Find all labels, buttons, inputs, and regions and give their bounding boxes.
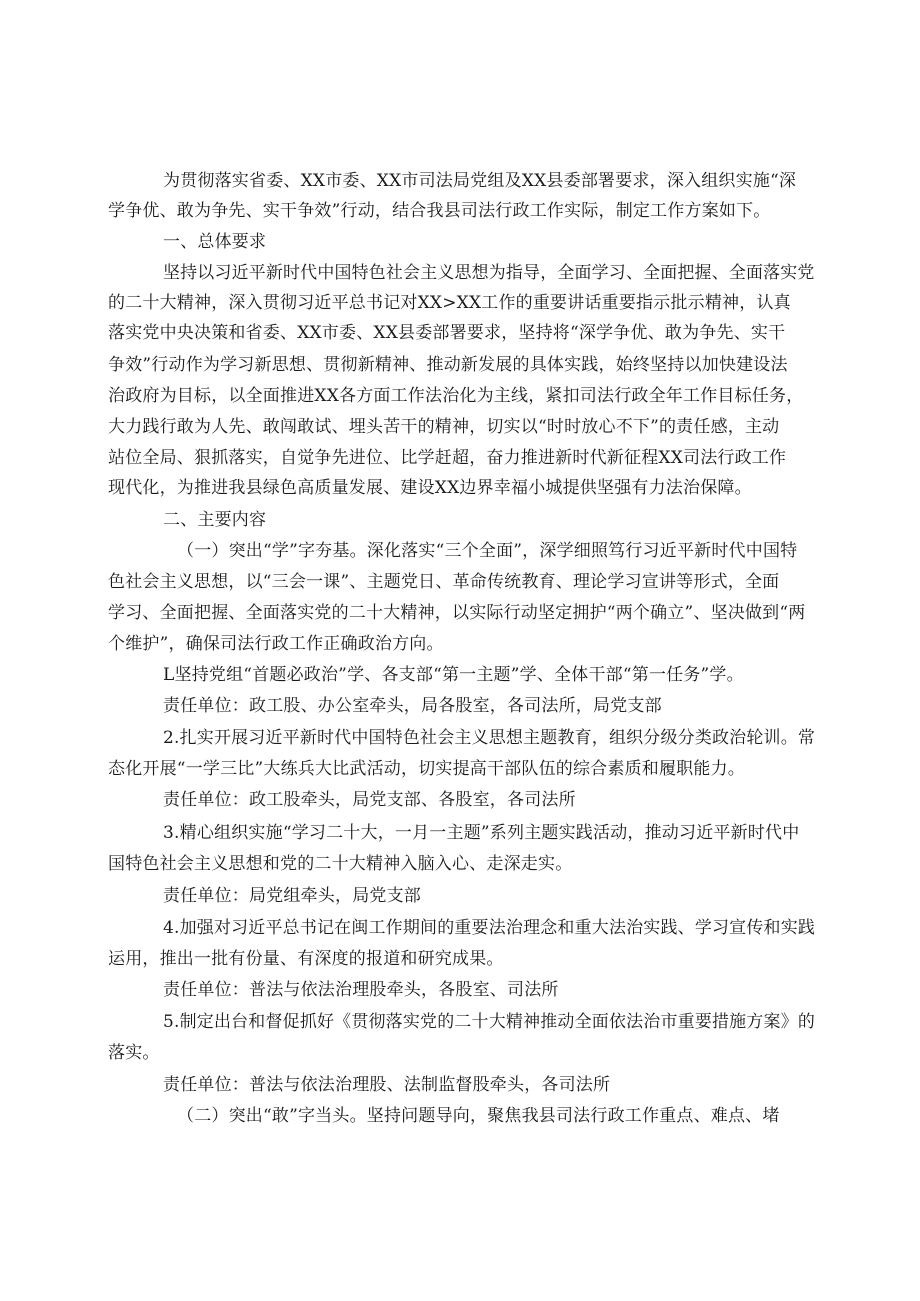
text-line-general-5: 治政府为目标，以全面推进XX各方面工作法治化为主线，紧扣司法行政全年工作目标任务，: [108, 386, 804, 406]
text-line-study-3: 学习、全面把握、全面落实党的二十大精神，以实际行动坚定拥护“两个确立”、坚决做到“两: [108, 603, 806, 623]
section-heading-general: 一、总体要求: [163, 232, 267, 252]
responsible-unit-1: 责任单位：政工股、办公室牵头，局各股室，各司法所，局党支部: [163, 696, 662, 716]
text-line-study-2: 色社会主义思想，以“三会一课”、主题党日、革命传统教育、理论学习宣讲等形式，全面: [108, 572, 780, 592]
list-item-4-line-2: 运用，推出一批有份量、有深度的报道和研究成果。: [108, 949, 504, 969]
list-item-2-line-1: 2.扎实开展习近平新时代中国特色社会主义思想主题教育，组织分级分类政治轮训。常: [163, 728, 816, 748]
text-line-general-8: 现代化，为推进我县绿色高质量发展、建设XX边界幸福小城提供坚强有力法治保障。: [108, 478, 752, 498]
text-line-study-4: 个维护”，确保司法行政工作正确政治方向。: [108, 634, 444, 654]
list-item-1: L坚持党组“首题必政治”学、各支部“第一主题”学、全体干部“第一任务”学。: [163, 665, 744, 685]
text-line-general-3: 落实党中央决策和省委、XX市委、XX县委部署要求，坚持将“深学争优、敢为争先、实干: [108, 323, 786, 343]
text-line-general-7: 站位全局、狠抓落实，自觉争先进位、比学赶超，奋力推进新时代新征程XX司法行政工作: [108, 448, 787, 468]
list-item-3-line-2: 国特色社会主义思想和党的二十大精神入脑入心、走深走实。: [108, 854, 573, 874]
list-item-5-line-2: 落实。: [108, 1043, 160, 1063]
text-line-study-1: （一）突出“学”字夯基。深化落实“三个全面”，深学细照笃行习近平新时代中国特: [177, 541, 798, 561]
text-line-intro-1: 为贯彻落实省委、XX市委、XX市司法局党组及XX县委部署要求，深入组织实施“深: [163, 171, 797, 191]
responsible-unit-5: 责任单位：普法与依法治理股、法制监督股牵头，各司法所: [163, 1075, 611, 1095]
responsible-unit-4: 责任单位：普法与依法治理股牵头，各股室、司法所: [163, 980, 559, 1000]
text-line-general-2: 的二十大精神，深入贯彻习近平总书记对XX>XX工作的重要讲话重要指示批示精神，认真: [108, 293, 791, 313]
text-line-intro-2: 学争优、敢为争先、实干争效”行动，结合我县司法行政工作实际，制定工作方案如下。: [108, 201, 771, 221]
responsible-unit-2: 责任单位：政工股牵头，局党支部、各股室，各司法所: [163, 790, 576, 810]
section-heading-main: 二、主要内容: [163, 510, 267, 530]
list-item-3-line-1: 3.精心组织实施“学习二十大，一月一主题”系列主题实践活动，推动习近平新时代中: [163, 823, 800, 843]
list-item-4-line-1: 4.加强对习近平总书记在闽工作期间的重要法治理念和重大法治实践、学习宣传和实践: [163, 918, 816, 938]
list-item-2-line-2: 态化开展“一学三比”大练兵大比武活动，切实提高干部队伍的综合素质和履职能力。: [108, 759, 745, 779]
text-line-general-6: 大力践行敢为人先、敢闯敢试、埋头苦干的精神，切实以“时时放心不下”的责任感，主动: [108, 417, 780, 437]
text-line-dare-1: （二）突出“敢”字当头。坚持问题导向，聚焦我县司法行政工作重点、难点、堵: [177, 1106, 780, 1126]
text-line-general-1: 坚持以习近平新时代中国特色社会主义思想为指导，全面学习、全面把握、全面落实党: [163, 263, 815, 283]
list-item-5-line-1: 5.制定出台和督促抓好《贯彻落实党的二十大精神推动全面依法治市重要措施方案》的: [163, 1012, 816, 1032]
text-line-general-4: 争效”行动作为学习新思想、贯彻新精神、推动新发展的具体实践，始终坚持以加快建设法: [108, 355, 788, 375]
responsible-unit-3: 责任单位：局党组牵头，局党支部: [163, 886, 421, 906]
